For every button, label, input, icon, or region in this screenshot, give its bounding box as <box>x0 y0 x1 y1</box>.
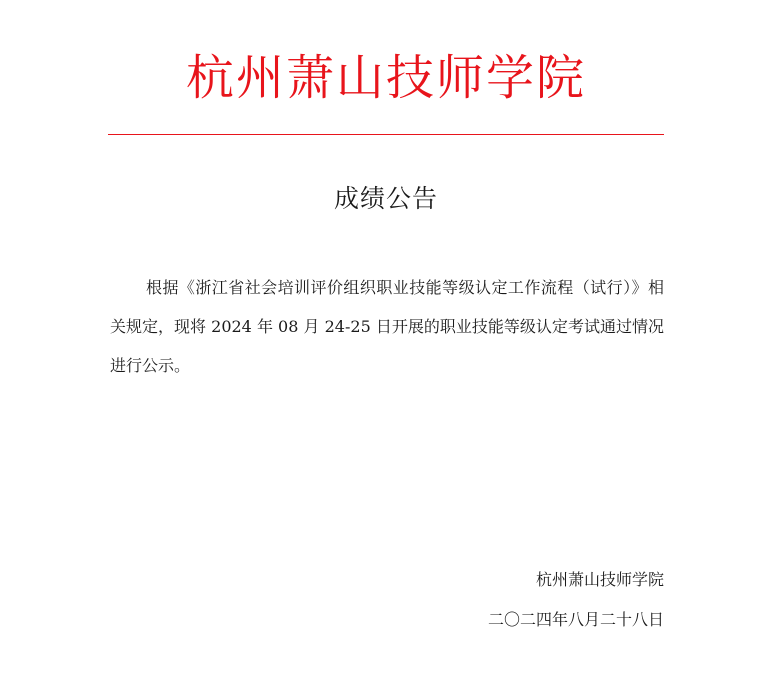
institution-header-title: 杭州萧山技师学院 <box>185 50 586 106</box>
signature-block <box>488 560 664 640</box>
header-red-divider <box>108 134 664 135</box>
signature-organization: 杭州萧山技师学院 <box>535 570 664 589</box>
notice-title: 成绩公告 <box>333 184 438 213</box>
notice-paragraph: 根据《浙江省社会培训评价组织职业技能等级认定工作流程（试行）》相关规定，现将 2024 年 08 月 24-25 日开展的职业技能等级认定考试通过情况进行公示。 <box>110 278 664 375</box>
signature-date: 二〇二四年八月二十八日 <box>487 610 664 629</box>
